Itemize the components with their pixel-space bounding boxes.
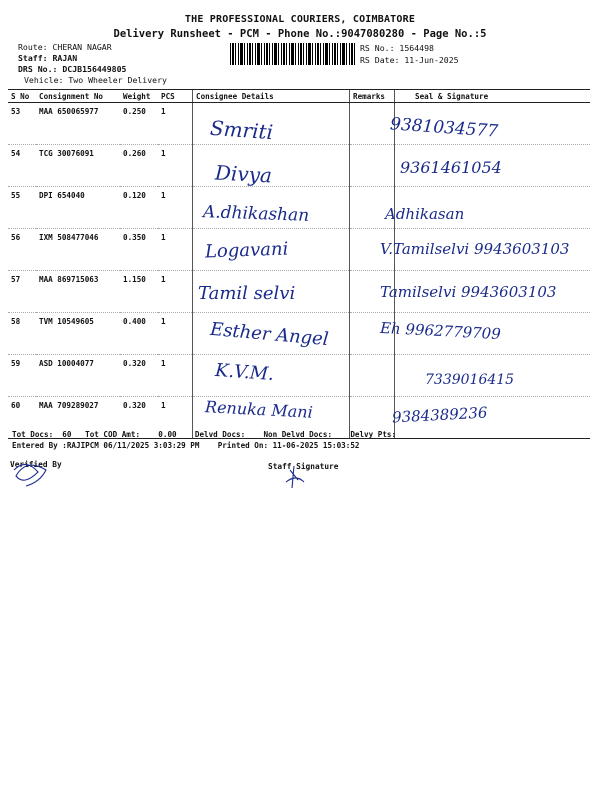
handwritten-consignee: Tamil selvi	[198, 283, 296, 304]
sno-cell: 54	[8, 145, 36, 187]
consignment-cell: ASD 10004077	[36, 355, 120, 397]
consignment-cell: IXM 508477046	[36, 229, 120, 271]
weight-cell: 0.320	[120, 397, 158, 439]
handwritten-signature: Adhikasan	[385, 205, 465, 223]
consignment-cell: MAA 869715063	[36, 271, 120, 313]
staff-text: Staff: RAJAN	[18, 53, 78, 63]
weight-cell: 0.350	[120, 229, 158, 271]
handwritten-consignee: Smriti	[209, 115, 274, 145]
verified-by-label: Verified By	[10, 460, 62, 469]
company-title: THE PROFESSIONAL COURIERS, COIMBATORE	[184, 14, 416, 25]
col-header: Consignment No	[36, 90, 120, 103]
pcs-cell: 1	[158, 271, 193, 313]
consignment-cell: TVM 10549605	[36, 313, 120, 355]
weight-cell: 0.320	[120, 355, 158, 397]
rs-date: RS Date: 11-Jun-2025	[360, 55, 459, 65]
handwritten-signature: Eh 9962779709	[379, 318, 502, 344]
pcs-cell: 1	[158, 313, 193, 355]
col-header: Remarks	[350, 90, 395, 103]
sno-cell: 56	[8, 229, 36, 271]
sno-cell: 58	[8, 313, 36, 355]
col-header: PCS	[158, 90, 193, 103]
consignment-cell: DPI 654040	[36, 187, 120, 229]
pcs-cell: 1	[158, 145, 193, 187]
handwritten-signature: 7339016415	[425, 372, 515, 388]
pcs-cell: 1	[158, 103, 193, 145]
totals-line: Tot Docs: 60 Tot COD Amt: 0.00 Delvd Docs: Non Delvd Docs: Delvy Pts:	[12, 430, 397, 439]
staff-signature-label: Staff Signature	[268, 462, 339, 471]
pcs-cell: 1	[158, 397, 193, 439]
rs-number: RS No.: 1564498	[360, 43, 434, 53]
consignment-cell: MAA 709289027	[36, 397, 120, 439]
pcs-cell: 1	[158, 229, 193, 271]
weight-cell: 0.260	[120, 145, 158, 187]
sno-cell: 53	[8, 103, 36, 145]
verified-scribble	[14, 464, 46, 486]
sno-cell: 60	[8, 397, 36, 439]
entered-by-line: Entered By :RAJIPCM 06/11/2025 3:03:29 PM Printed On: 11-06-2025 15:03:52	[12, 441, 360, 450]
handwritten-consignee: A.dhikashan	[202, 202, 310, 226]
col-header: S No	[8, 90, 36, 103]
weight-cell: 0.400	[120, 313, 158, 355]
staff-scribble	[286, 466, 304, 488]
handwritten-signature: 9361461054	[400, 158, 502, 177]
handwritten-consignee: Divya	[214, 160, 273, 188]
handwritten-signature: 9381034577	[389, 114, 499, 142]
handwritten-signature: 9384389236	[391, 403, 488, 427]
pcs-cell: 1	[158, 187, 193, 229]
weight-cell: 0.250	[120, 103, 158, 145]
handwritten-consignee: K.V.M.	[214, 359, 275, 386]
pcs-cell: 1	[158, 355, 193, 397]
handwritten-signature: V.Tamilselvi 9943603103	[380, 240, 570, 258]
handwritten-consignee: Renuka Mani	[204, 397, 314, 422]
handwritten-consignee: Esther Angel	[209, 318, 330, 351]
route-text: Route: CHERAN NAGAR	[18, 42, 112, 52]
consignment-cell: MAA 650065977	[36, 103, 120, 145]
vehicle-text: Vehicle: Two Wheeler Delivery	[24, 75, 167, 85]
handwritten-consignee: Logavani	[204, 238, 289, 263]
sno-cell: 55	[8, 187, 36, 229]
col-header: Weight	[120, 90, 158, 103]
drs-number: DRS No.: DCJB156449805	[18, 64, 127, 74]
sno-cell: 59	[8, 355, 36, 397]
weight-cell: 0.120	[120, 187, 158, 229]
col-header: Consignee Details	[193, 90, 350, 103]
runsheet-subtitle: Delivery Runsheet - PCM - Phone No.:9047080280 - Page No.:5	[113, 28, 487, 40]
sno-cell: 57	[8, 271, 36, 313]
col-header: Seal & Signature	[395, 90, 591, 103]
consignment-cell: TCG 30076091	[36, 145, 120, 187]
weight-cell: 1.150	[120, 271, 158, 313]
handwritten-signature: Tamilselvi 9943603103	[380, 283, 557, 301]
